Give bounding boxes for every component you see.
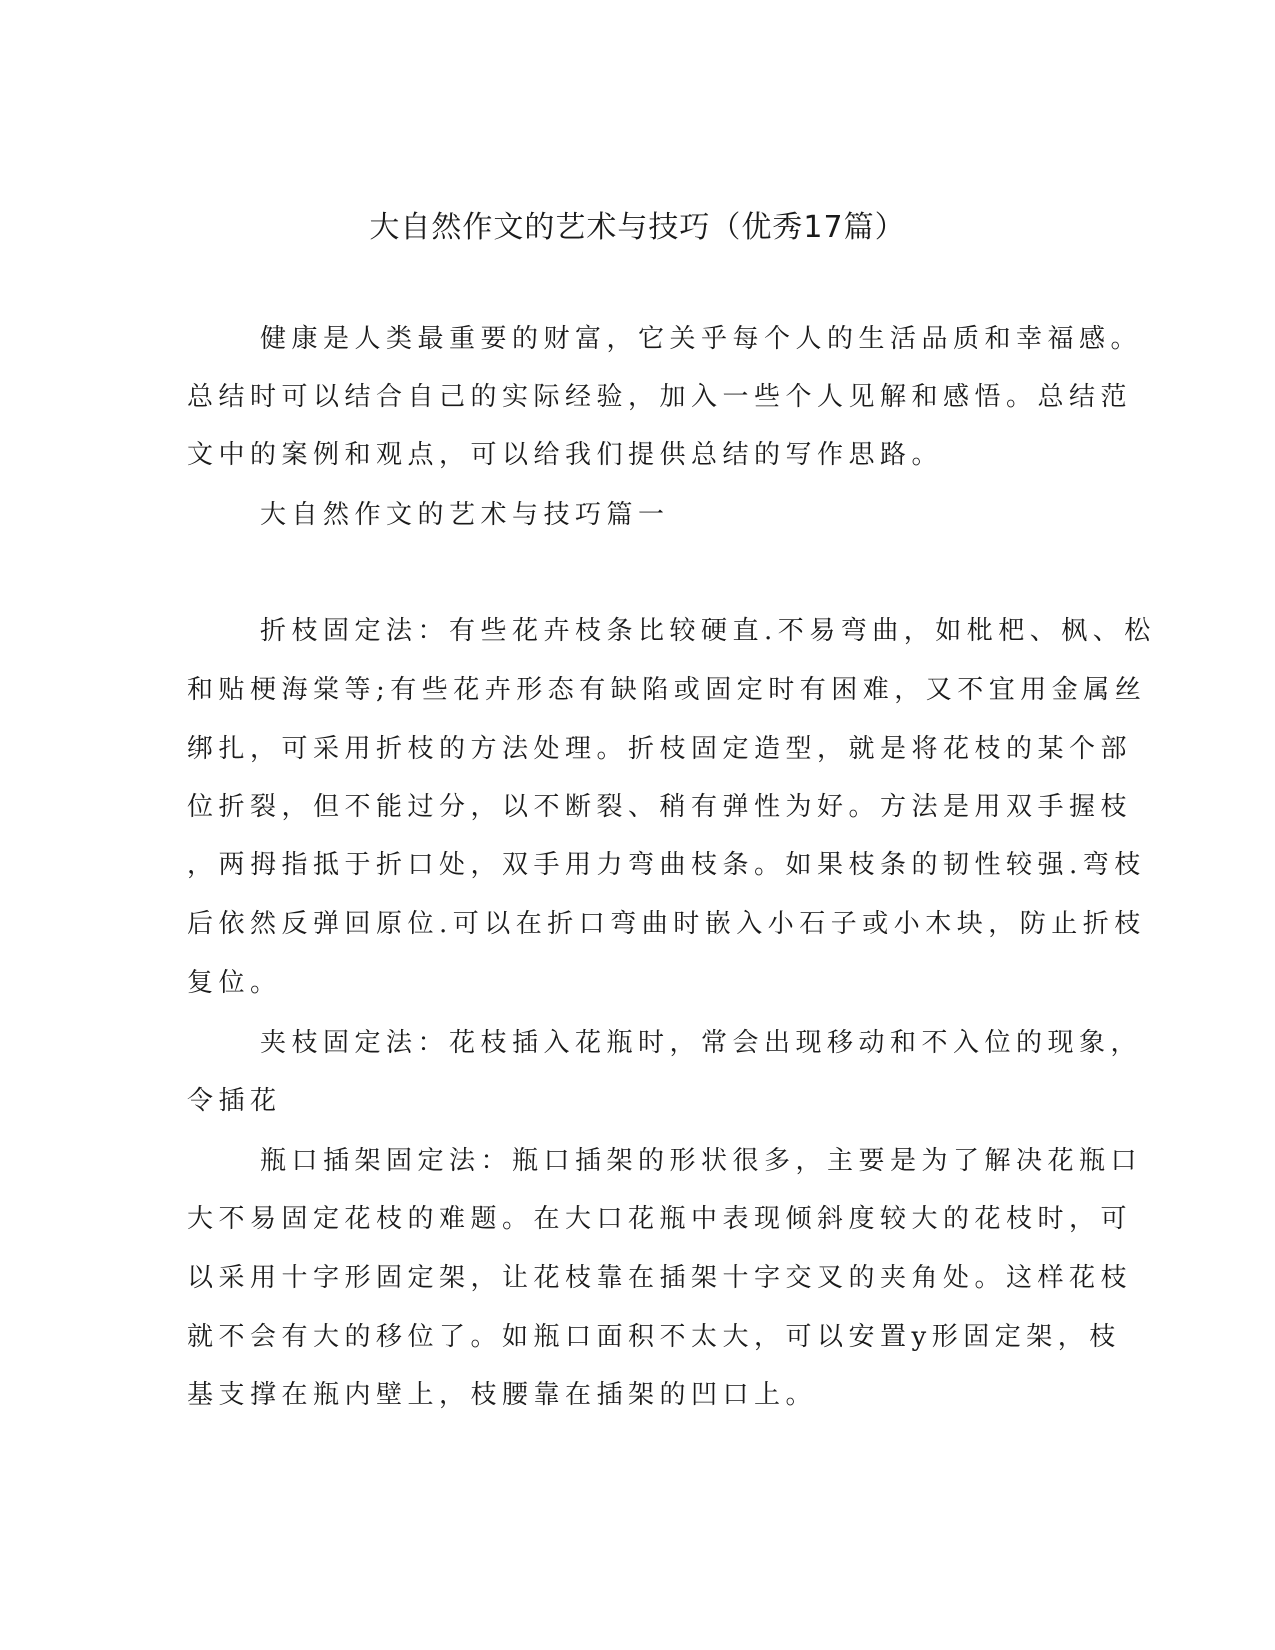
paragraph-line: 绑扎，可采用折枝的方法处理。折枝固定造型，就是将花枝的某个部 — [187, 734, 1133, 764]
intro-paragraph-line: 健康是人类最重要的财富，它关乎每个人的生活品质和幸福感。 — [260, 324, 1143, 354]
intro-paragraph-line: 总结时可以结合自己的实际经验，加入一些个人见解和感悟。总结范 — [187, 382, 1133, 412]
paragraph-line: 就不会有大的移位了。如瓶口面积不太大，可以安置y形固定架，枝 — [187, 1322, 1121, 1352]
paragraph-line: 夹枝固定法：花枝插入花瓶时，常会出现移动和不入位的现象， — [260, 1028, 1143, 1058]
paragraph-line: 大不易固定花枝的难题。在大口花瓶中表现倾斜度较大的花枝时，可 — [187, 1204, 1133, 1234]
paragraph-line: 折枝固定法：有些花卉枝条比较硬直.不易弯曲，如枇杷、枫、松 — [260, 616, 1156, 646]
paragraph-line: 令插花 — [187, 1086, 282, 1116]
paragraph-line: 后依然反弹回原位.可以在折口弯曲时嵌入小石子或小木块，防止折枝 — [187, 909, 1146, 939]
paragraph-line: 复位。 — [187, 968, 282, 998]
paragraph-line: 以采用十字形固定架，让花枝靠在插架十字交叉的夹角处。这样花枝 — [187, 1263, 1133, 1293]
paragraph-line: 瓶口插架固定法：瓶口插架的形状很多，主要是为了解决花瓶口 — [260, 1146, 1143, 1176]
paragraph-line: ，两拇指抵于折口处，双手用力弯曲枝条。如果枝条的韧性较强.弯枝 — [187, 850, 1146, 880]
document-title: 大自然作文的艺术与技巧（优秀17篇） — [369, 210, 906, 245]
paragraph-line: 和贴梗海棠等;有些花卉形态有缺陷或固定时有困难，又不宜用金属丝 — [187, 675, 1147, 705]
section-heading: 大自然作文的艺术与技巧篇一 — [260, 500, 670, 530]
paragraph-line: 位折裂，但不能过分，以不断裂、稍有弹性为好。方法是用双手握枝 — [187, 792, 1133, 822]
intro-paragraph-line: 文中的案例和观点，可以给我们提供总结的写作思路。 — [187, 440, 944, 470]
paragraph-line: 基支撑在瓶内壁上，枝腰靠在插架的凹口上。 — [187, 1380, 818, 1410]
